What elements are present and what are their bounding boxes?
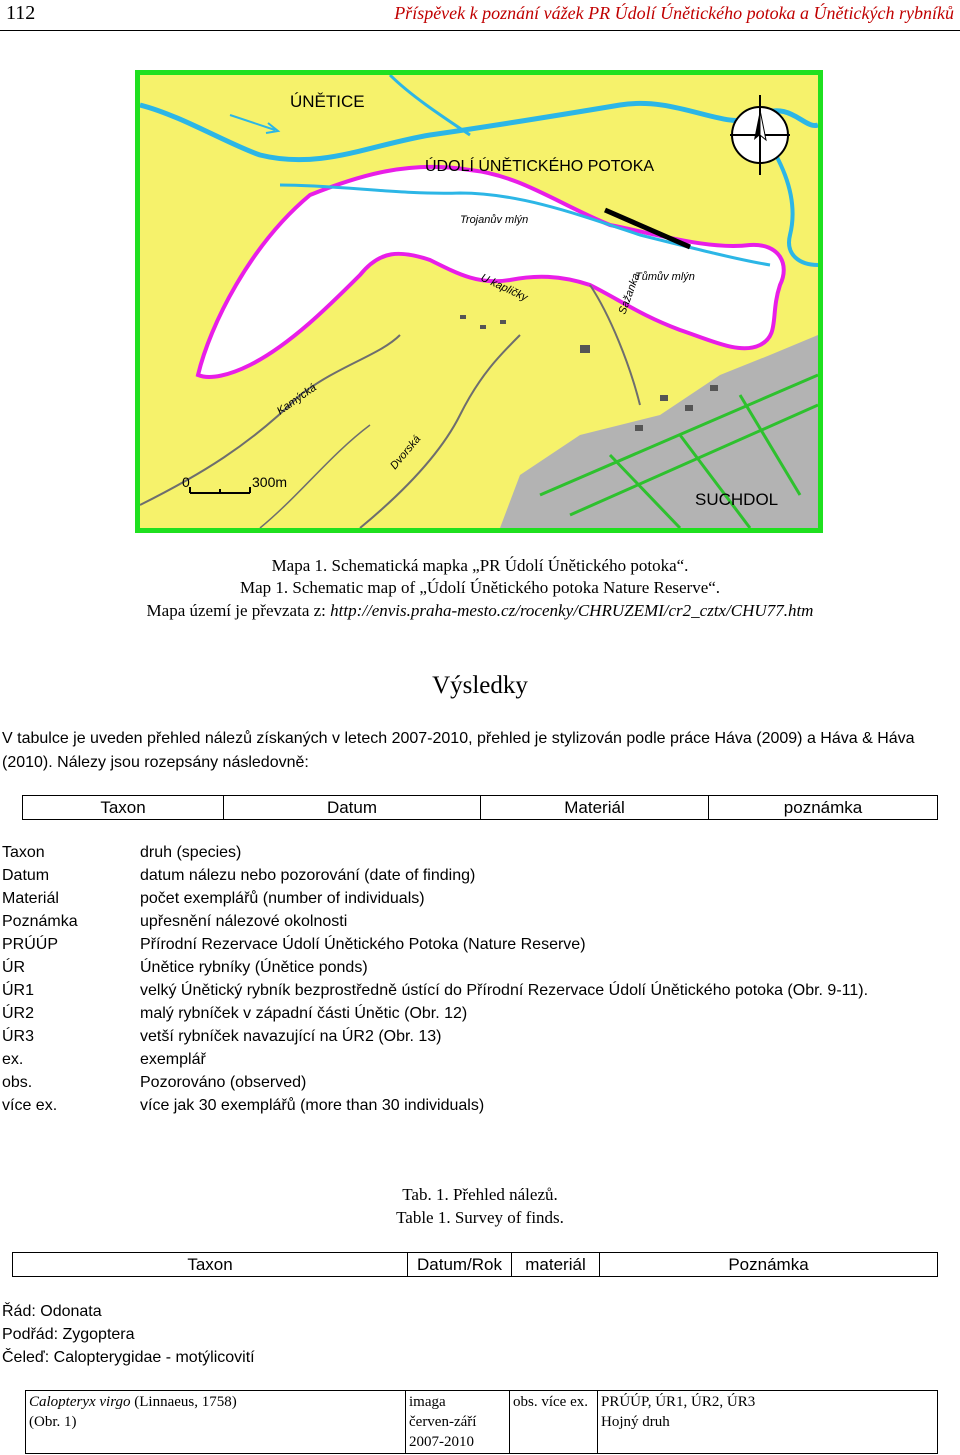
col-poznamka: Poznámka: [600, 1253, 938, 1277]
table-row: [26, 1391, 938, 1454]
legend-row: [2, 1094, 952, 1117]
record-note: [598, 1391, 938, 1454]
legend-value: Pozorováno (observed): [140, 1074, 307, 1091]
species-name: Calopteryx virgo: [29, 1394, 131, 1410]
label-unetice: ÚNĚTICE: [290, 92, 365, 111]
record-note-abundance: Hojný druh: [601, 1414, 670, 1430]
stream-upper: [390, 75, 470, 135]
map-source-url[interactable]: http://envis.praha-mesto.cz/rocenky/CHRUZEMI/cr2_cztx/CHU77.htm: [330, 601, 814, 620]
legend-row: [2, 1025, 952, 1048]
legend-key: ÚR1: [2, 982, 35, 999]
legend-value: počet exemplářů (number of individuals): [140, 890, 425, 907]
page-header: [0, 0, 960, 31]
abbreviation-legend: [2, 841, 952, 1117]
record-taxon: [26, 1391, 406, 1454]
taxon-suborder: Podřád: Zygoptera: [2, 1326, 135, 1343]
taxon-family: Čeleď: Calopterygidae - motýlicovití: [2, 1349, 255, 1366]
col-poznamka: poznámka: [709, 796, 938, 820]
taxonomy-block: [2, 1300, 255, 1369]
road-dvorska: [360, 335, 520, 528]
label-dvorska: Dvorská: [388, 433, 424, 472]
legend-key: ÚR2: [2, 1005, 35, 1022]
species-ref: (Obr. 1): [29, 1414, 77, 1430]
legend-key: Datum: [2, 867, 50, 884]
legend-row: [2, 910, 952, 933]
legend-row: [2, 841, 952, 864]
legend-row: [2, 887, 952, 910]
legend-row: [2, 864, 952, 887]
legend-key: více ex.: [2, 1097, 58, 1114]
flow-arrow: [230, 115, 275, 130]
label-kaplicky: U kapličky: [478, 271, 530, 304]
label-suchdol: SUCHDOL: [695, 490, 779, 509]
legend-value: druh (species): [140, 844, 242, 861]
legend-row: [2, 933, 952, 956]
legend-value: Únětice rybníky (Únětice ponds): [140, 959, 368, 976]
col-material: Materiál: [481, 796, 709, 820]
record-date-years: 2007-2010: [409, 1434, 474, 1450]
stream: [140, 103, 818, 159]
label-udoli: ÚDOLÍ ÚNĚTICKÉHO POTOKA: [425, 158, 655, 175]
legend-key: Materiál: [2, 890, 59, 907]
scale-bar: [182, 474, 287, 493]
map-source-prefix: Mapa území je převzata z:: [146, 601, 331, 620]
legend-key: Taxon: [2, 844, 45, 861]
legend-row: [2, 1048, 952, 1071]
legend-row: [2, 979, 952, 1002]
record-note-localities: PRÚÚP, ÚR1, ÚR2, ÚR3: [601, 1394, 756, 1410]
record-material: obs. více ex.: [510, 1391, 598, 1454]
legend-value: upřesnění nálezové okolnosti: [140, 913, 348, 930]
record-date: [406, 1391, 510, 1454]
legend-key: ÚR3: [2, 1028, 35, 1045]
label-sazanka: Sažanka: [616, 271, 643, 317]
table-caption-cz: Tab. 1. Přehled nálezů.: [402, 1185, 558, 1204]
record-date-months: červen-září: [409, 1414, 477, 1430]
legend-value: velký Únětický rybník bezprostředně ústící do Přírodní Rezervace Údolí Únětického potoka (Obr. 9-11).: [140, 982, 869, 999]
legend-row: [2, 1071, 952, 1094]
label-trojanuv: Trojanův mlýn: [460, 214, 529, 226]
scale-label: 300m: [252, 474, 288, 490]
schematic-map: [135, 70, 823, 533]
col-taxon: Taxon: [13, 1253, 408, 1277]
legend-value: exemplář: [140, 1051, 206, 1068]
col-taxon: Taxon: [23, 796, 224, 820]
page-number: 112: [6, 2, 36, 24]
legend-value: více jak 30 exemplářů (more than 30 individuals): [140, 1097, 485, 1114]
legend-row: [2, 1002, 952, 1025]
legend-key: obs.: [2, 1074, 33, 1091]
legend-row: [2, 956, 952, 979]
col-datum: Datum: [224, 796, 481, 820]
legend-key: ex.: [2, 1051, 24, 1068]
map-caption-en: Map 1. Schematic map of „Údolí Únětického potoka Nature Reserve“.: [239, 578, 721, 597]
col-datum-rok: Datum/Rok: [408, 1253, 512, 1277]
legend-key: PRÚÚP: [2, 936, 59, 953]
reserve-area: [198, 167, 784, 377]
species-author: (Linnaeus, 1758): [130, 1394, 237, 1410]
legend-value: vetší rybníček navazující na ÚR2 (Obr. 13): [140, 1028, 442, 1045]
legend-value: malý rybníček v západní části Únětic (Obr. 12): [140, 1005, 468, 1022]
map-caption-cz: Mapa 1. Schematická mapka „PR Údolí Únětického potoka“.: [271, 556, 689, 575]
legend-value: Přírodní Rezervace Údolí Únětického Potoka (Nature Reserve): [140, 936, 586, 953]
record-date-stage: imaga: [409, 1394, 446, 1410]
column-header-table-2: [12, 1252, 938, 1277]
col-material: materiál: [512, 1253, 600, 1277]
label-tumuv: Tůmův mlýn: [635, 271, 695, 283]
legend-key: ÚR: [2, 959, 26, 976]
section-title: Výsledky: [432, 672, 528, 699]
column-header-table-1: [22, 795, 938, 820]
running-title: Příspěvek k poznání vážek PR Údolí Únětického potoka a Únětických rybníků: [394, 3, 954, 23]
legend-value: datum nálezu nebo pozorování (date of finding): [140, 867, 476, 884]
taxon-order: Řád: Odonata: [2, 1303, 102, 1320]
records-table: [25, 1390, 938, 1454]
legend-key: Poznámka: [2, 913, 78, 930]
map-source: [0, 600, 960, 621]
table-caption-en: Table 1. Survey of finds.: [396, 1208, 564, 1227]
label-kamycka: Kamýcká: [274, 381, 319, 418]
results-intro: V tabulce je uveden přehled nálezů získaných v letech 2007-2010, přehled je stylizován podle práce Háva (2009) a Háva & Háva (2010). Nálezy jsou rozepsány následovně:: [2, 730, 915, 771]
scale-zero: 0: [182, 474, 190, 490]
